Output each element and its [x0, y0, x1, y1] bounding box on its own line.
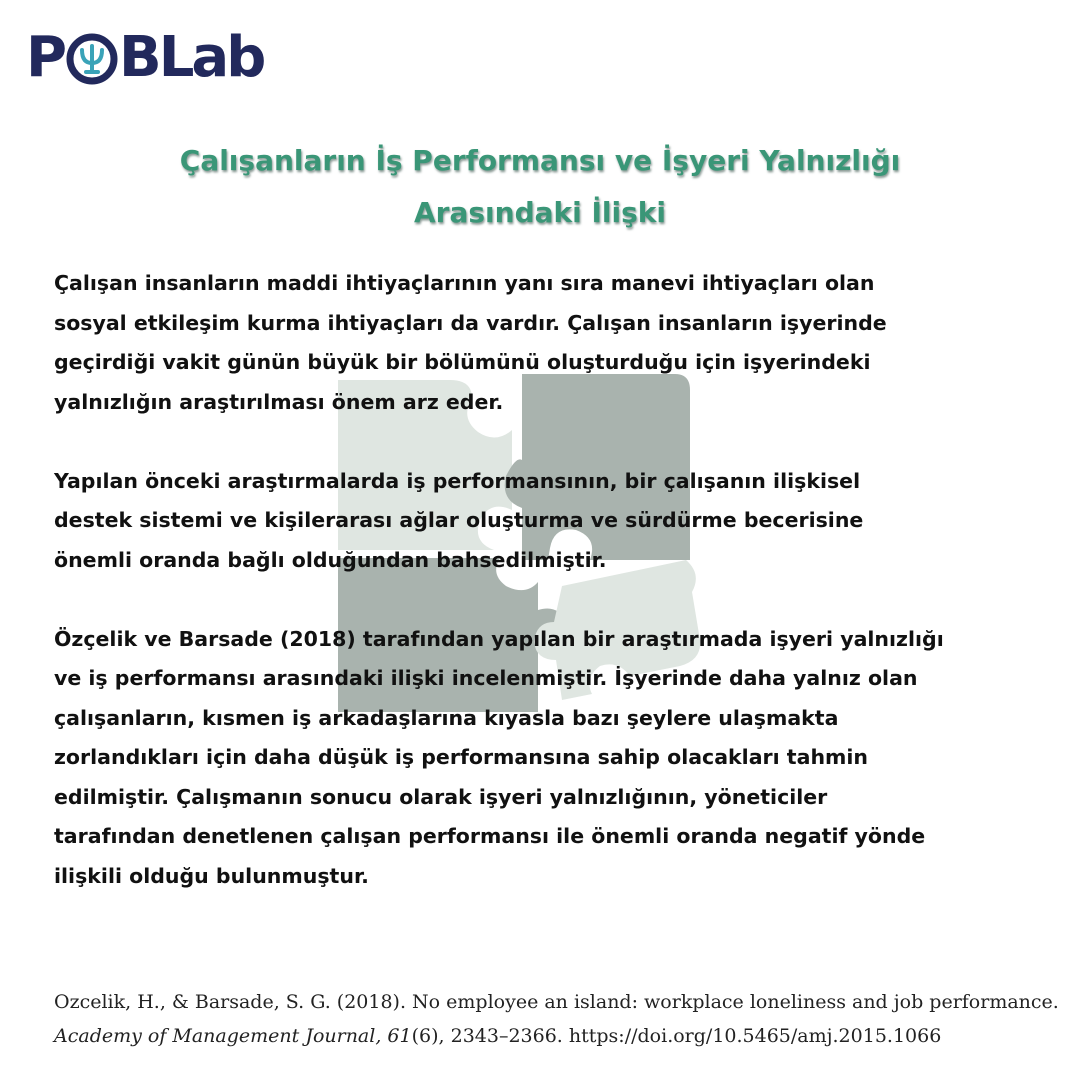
reference-issue: (6), 2343–2366. https://doi.org/10.5465/amj.2015.1066	[411, 1025, 942, 1047]
logo-suffix: BLab	[119, 25, 264, 90]
psi-circle-icon	[65, 32, 119, 86]
page-title	[0, 135, 1080, 239]
journal-name: Academy of Management Journal, 61	[54, 1025, 412, 1047]
logo-prefix: P	[26, 25, 66, 90]
text-line: zorlandıkları için daha düşük iş performansına sahip olacakları tahmin	[54, 745, 869, 769]
text-line: tarafından denetlenen çalışan performansı ile önemli oranda negatif yönde	[54, 824, 926, 848]
text-line: Çalışan insanların maddi ihtiyaçlarının yanı sıra manevi ihtiyaçları olan	[54, 271, 875, 295]
text-line: Yapılan önceki araştırmalarda iş performansının, bir çalışanın ilişkisel	[54, 468, 861, 493]
text-line: Özçelik ve Barsade (2018) tarafından yapılan bir araştırmada işyeri yalnızlığı	[54, 626, 944, 651]
poblab-logo	[26, 25, 264, 90]
text-line: ve iş performansı arasındaki ilişki incelenmiştir. İşyerinde daha yalnız olan	[54, 666, 918, 690]
title-line-2: Arasındaki İlişki	[414, 196, 666, 229]
article-body	[54, 264, 1044, 936]
paragraph-1	[54, 264, 1044, 422]
paragraph-2	[54, 462, 1044, 581]
text-line: destek sistemi ve kişilerarası ağlar oluşturma ve sürdürme becerisine	[54, 508, 864, 532]
paragraph-3	[54, 620, 1044, 897]
title-line-1: Çalışanların İş Performansı ve İşyeri Yalnızlığı	[179, 144, 901, 177]
reference-citation	[54, 985, 1059, 1053]
reference-line-2	[54, 1019, 1054, 1053]
text-line: geçirdiği vakit günün büyük bir bölümünü oluşturduğu için işyerindeki	[54, 350, 871, 374]
text-line: çalışanların, kısmen iş arkadaşlarına kıyasla bazı şeylere ulaşmakta	[54, 705, 839, 730]
text-line: edilmiştir. Çalışmanın sonucu olarak işyeri yalnızlığının, yöneticiler	[54, 784, 828, 809]
text-line: ilişkili olduğu bulunmuştur.	[54, 863, 369, 888]
text-line: yalnızlığın araştırılması önem arz eder.	[54, 389, 504, 414]
text-line: önemli oranda bağlı olduğundan bahsedilmiştir.	[54, 547, 607, 572]
text-line: sosyal etkileşim kurma ihtiyaçları da vardır. Çalışan insanların işyerinde	[54, 310, 887, 335]
reference-line-1: Ozcelik, H., & Barsade, S. G. (2018). No employee an island: workplace loneliness and job performance.	[54, 991, 1059, 1013]
